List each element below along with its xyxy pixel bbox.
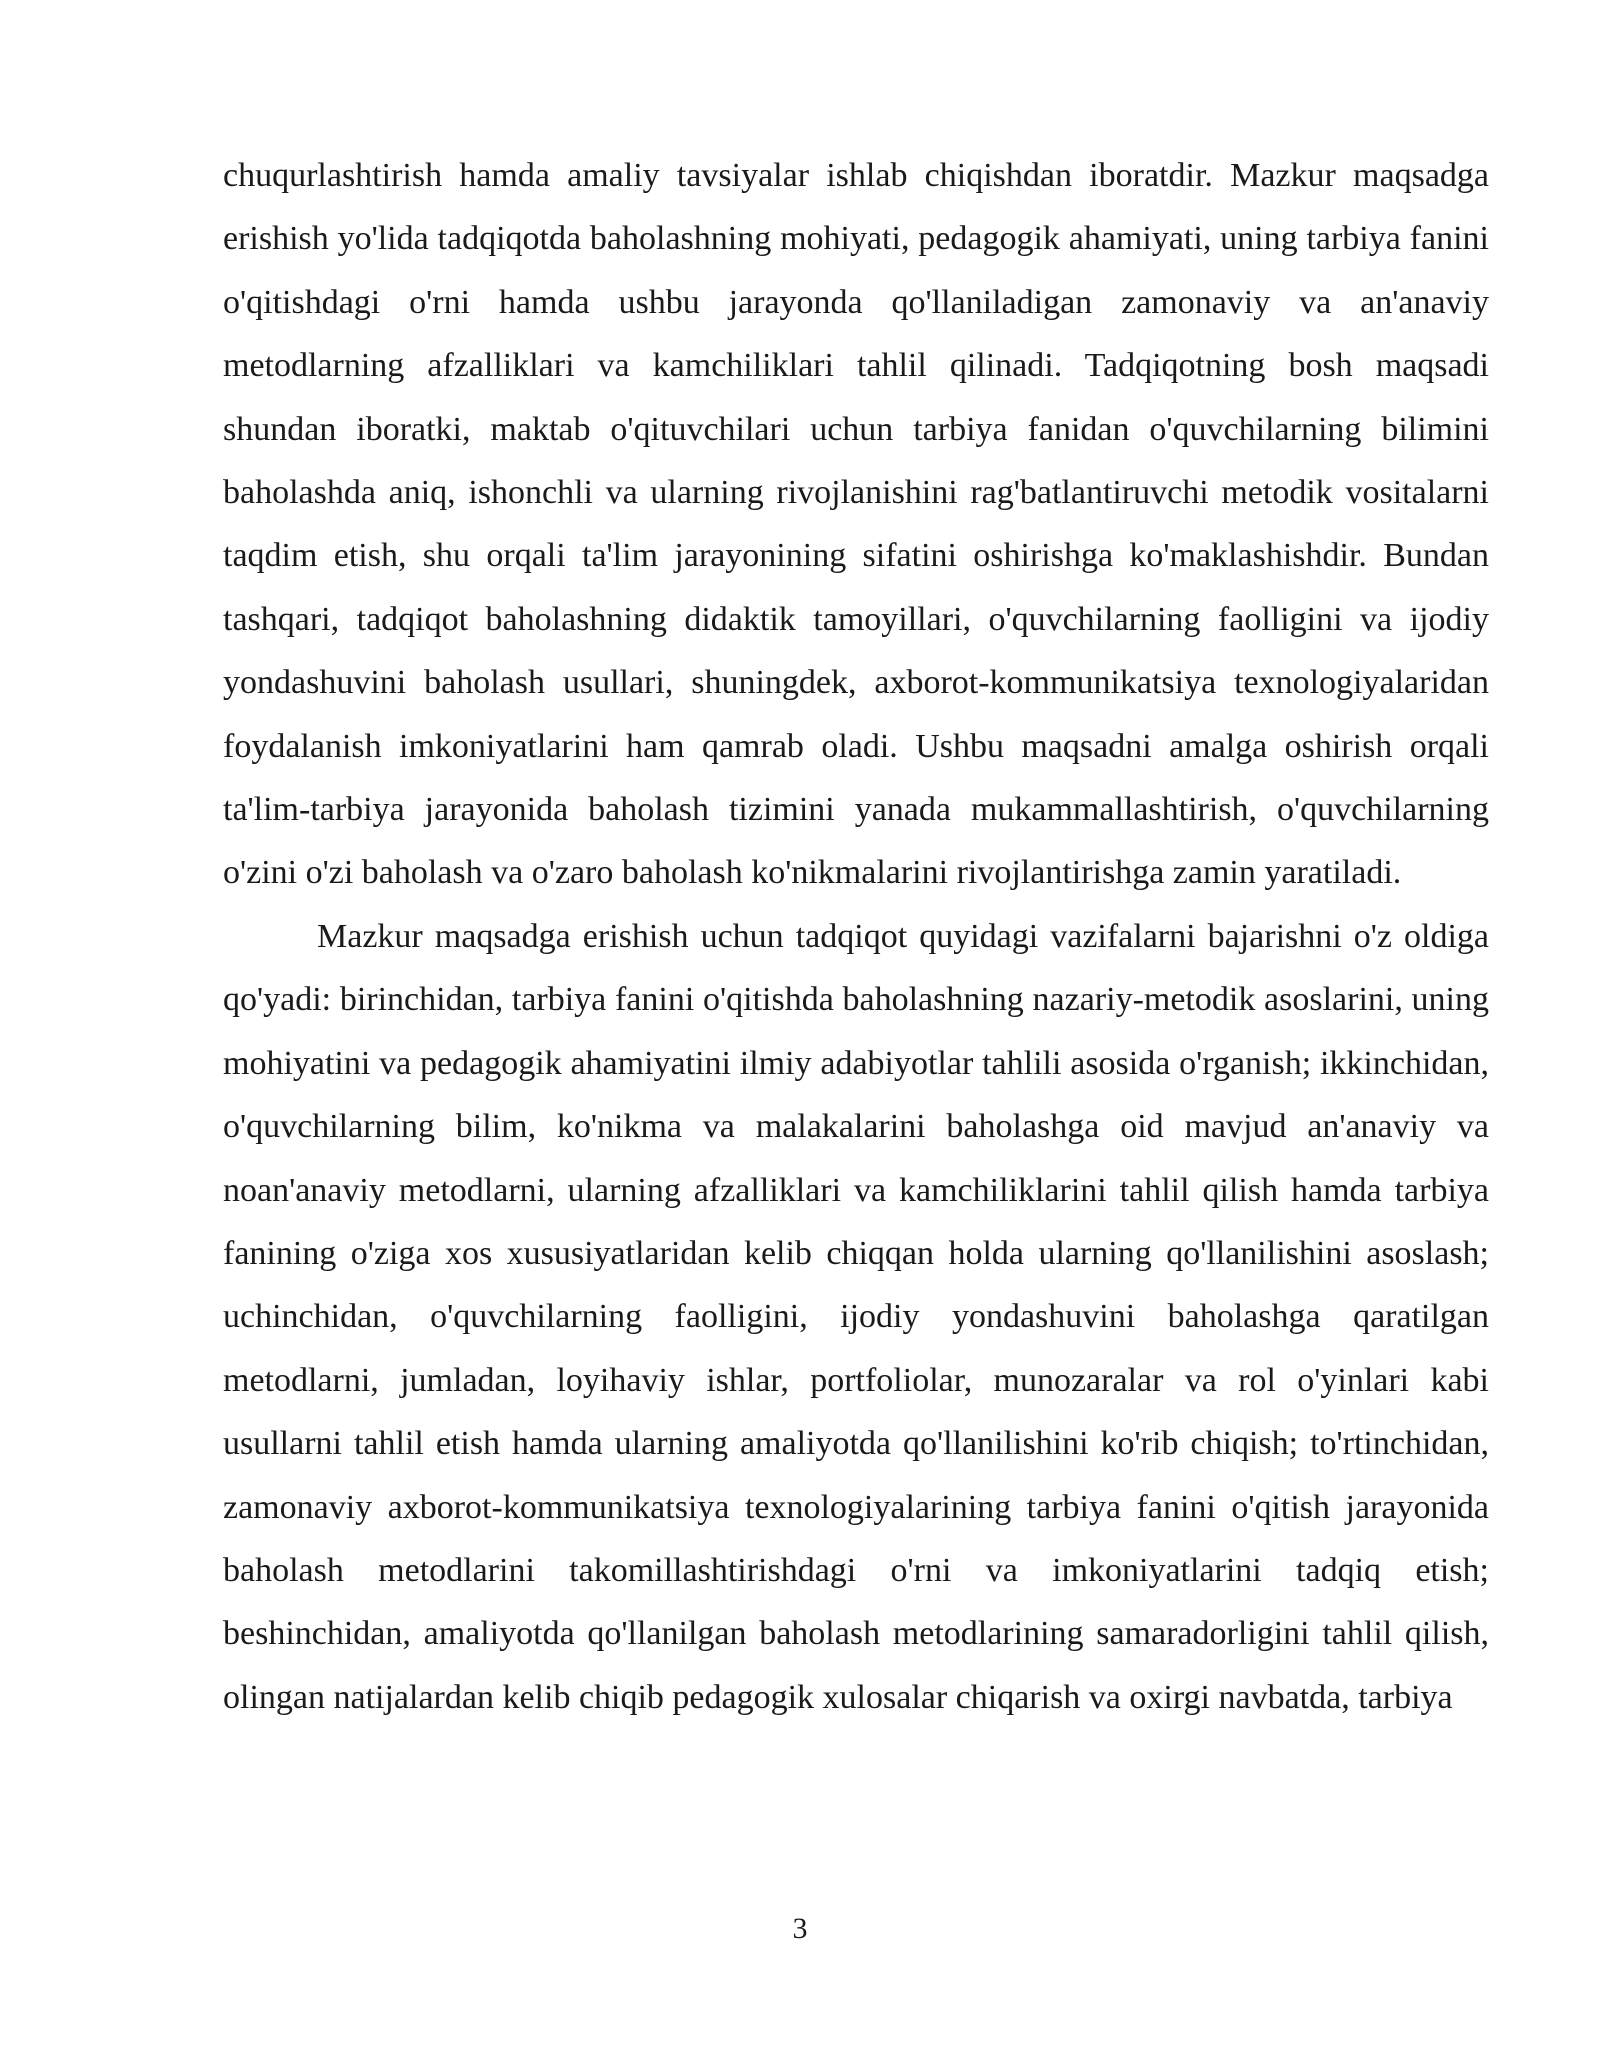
paragraph-1: chuqurlashtirish hamda amaliy tavsiyalar ishlab chiqishdan iboratdir. Mazkur maqsadga erishish yo'lida tadqiqotda baholashning mohiyati, pedagogik ahamiyati, uning tarbiya fanini o'qitishdagi o'rni hamda ushbu jarayonda qo'llaniladigan zamonaviy va an'anaviy metodlarning afzalliklari va kamchiliklari tahlil qilinadi. Tadqiqotning bosh maqsadi shundan iboratki, maktab o'qituvchilari uchun tarbiya fanidan o'quvchilarning bilimini baholashda aniq, ishonchli va ularning rivojlanishini rag'batlantiruvchi metodik vositalarni taqdim etish, shu orqali ta'lim jarayonining sifatini oshirishga ko'maklashishdir. Bundan tashqari, tadqiqot baholashning didaktik tamoyillari, o'quvchilarning faolligini va ijodiy yondashuvini baholash usullari, shuningdek, axborot-kommunikatsiya texnologiyalaridan foydalanish imkoniyatlarini ham qamrab oladi. Ushbu maqsadni amalga oshirish orqali ta'lim-tarbiya jarayonida baholash tizimini yanada mukammallashtirish, o'quvchilarning o'zini o'zi baholash va o'zaro baholash ko'nikmalarini rivojlantirishga zamin yaratiladi. [223, 157, 1489, 892]
body-text [223, 144, 1489, 1729]
paragraph-2: Mazkur maqsadga erishish uchun tadqiqot quyidagi vazifalarni bajarishni o'z oldiga qo'yadi: birinchidan, tarbiya fanini o'qitishda baholashning nazariy-metodik asoslarini, uning mohiyatini va pedagogik ahamiyatini ilmiy adabiyotlar tahlili asosida o'rganish; ikkinchidan, o'quvchilarning bilim, ko'nikma va malakalarini baholashga oid mavjud an'anaviy va noan'anaviy metodlarni, ularning afzalliklari va kamchiliklarini tahlil qilish hamda tarbiya fanining o'ziga xos xususiyatlaridan kelib chiqqan holda ularning qo'llanilishini asoslash; uchinchidan, o'quvchilarning faolligini, ijodiy yondashuvini baholashga qaratilgan metodlarni, jumladan, loyihaviy ishlar, portfoliolar, munozaralar va rol o'yinlari kabi usullarni tahlil etish hamda ularning amaliyotda qo'llanilishini ko'rib chiqish; to'rtinchidan, zamonaviy axborot-kommunikatsiya texnologiyalarining tarbiya fanini o'qitish jarayonida baholash metodlarini takomillashtirishdagi o'rni va imkoniyatlarini tadqiq etish; beshinchidan, amaliyotda qo'llanilgan baholash metodlarining samaradorligini tahlil qilish, olingan natijalardan kelib chiqib pedagogik xulosalar chiqarish va oxirgi navbatda, tarbiya [223, 917, 1489, 1716]
page-number: 3 [792, 1912, 808, 1945]
